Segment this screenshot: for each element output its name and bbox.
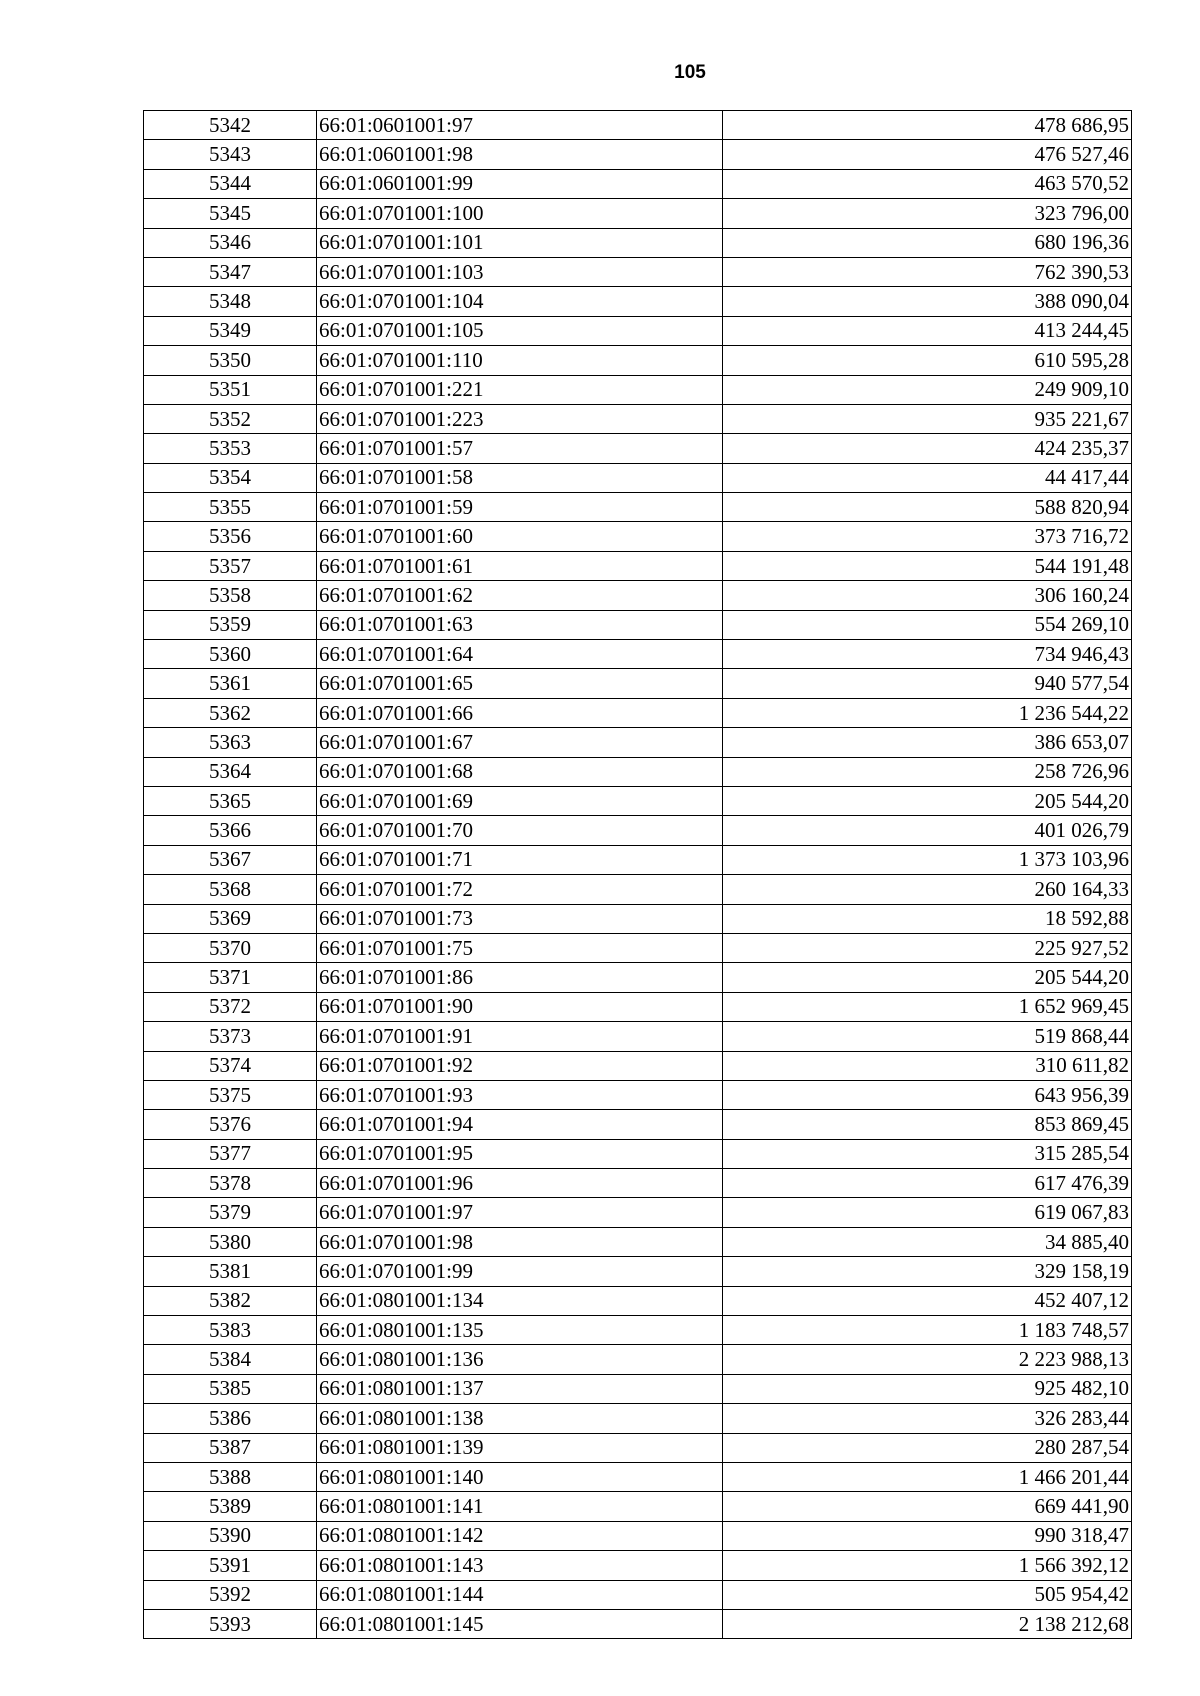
value-cell: 388 090,04 — [723, 287, 1132, 316]
value-cell: 452 407,12 — [723, 1286, 1132, 1315]
value-cell: 935 221,67 — [723, 404, 1132, 433]
value-cell: 44 417,44 — [723, 463, 1132, 492]
cadastral-number-cell: 66:01:0701001:68 — [317, 757, 723, 786]
row-number-cell: 5390 — [144, 1521, 317, 1550]
registry-table — [143, 110, 1132, 1639]
table-row — [144, 933, 1132, 962]
cadastral-number-cell: 66:01:0701001:60 — [317, 522, 723, 551]
table-row — [144, 1022, 1132, 1051]
table-row — [144, 522, 1132, 551]
table-row — [144, 169, 1132, 198]
table-row — [144, 111, 1132, 140]
value-cell: 1 236 544,22 — [723, 698, 1132, 727]
table-row — [144, 404, 1132, 433]
table-row — [144, 434, 1132, 463]
table-row — [144, 1257, 1132, 1286]
table-row — [144, 786, 1132, 815]
cadastral-number-cell: 66:01:0701001:72 — [317, 875, 723, 904]
row-number-cell: 5392 — [144, 1580, 317, 1609]
row-number-cell: 5361 — [144, 669, 317, 698]
cadastral-number-cell: 66:01:0701001:223 — [317, 404, 723, 433]
value-cell: 260 164,33 — [723, 875, 1132, 904]
value-cell: 554 269,10 — [723, 610, 1132, 639]
cadastral-number-cell: 66:01:0701001:59 — [317, 493, 723, 522]
table-row — [144, 140, 1132, 169]
value-cell: 18 592,88 — [723, 904, 1132, 933]
row-number-cell: 5349 — [144, 316, 317, 345]
cadastral-number-cell: 66:01:0701001:69 — [317, 786, 723, 815]
cadastral-number-cell: 66:01:0701001:90 — [317, 992, 723, 1021]
row-number-cell: 5379 — [144, 1198, 317, 1227]
value-cell: 326 283,44 — [723, 1404, 1132, 1433]
cadastral-number-cell: 66:01:0801001:141 — [317, 1492, 723, 1521]
value-cell: 323 796,00 — [723, 199, 1132, 228]
table-row — [144, 904, 1132, 933]
value-cell: 373 716,72 — [723, 522, 1132, 551]
cadastral-number-cell: 66:01:0701001:66 — [317, 698, 723, 727]
value-cell: 478 686,95 — [723, 111, 1132, 140]
table-row — [144, 963, 1132, 992]
value-cell: 734 946,43 — [723, 640, 1132, 669]
row-number-cell: 5373 — [144, 1022, 317, 1051]
value-cell: 669 441,90 — [723, 1492, 1132, 1521]
table-row — [144, 463, 1132, 492]
table-row — [144, 669, 1132, 698]
table-row — [144, 375, 1132, 404]
row-number-cell: 5359 — [144, 610, 317, 639]
row-number-cell: 5344 — [144, 169, 317, 198]
value-cell: 519 868,44 — [723, 1022, 1132, 1051]
row-number-cell: 5360 — [144, 640, 317, 669]
table-row — [144, 1521, 1132, 1550]
table-row — [144, 1198, 1132, 1227]
cadastral-number-cell: 66:01:0701001:75 — [317, 933, 723, 962]
row-number-cell: 5364 — [144, 757, 317, 786]
row-number-cell: 5366 — [144, 816, 317, 845]
cadastral-number-cell: 66:01:0601001:98 — [317, 140, 723, 169]
value-cell: 306 160,24 — [723, 581, 1132, 610]
row-number-cell: 5393 — [144, 1609, 317, 1638]
row-number-cell: 5391 — [144, 1551, 317, 1580]
row-number-cell: 5365 — [144, 786, 317, 815]
table-row — [144, 228, 1132, 257]
value-cell: 205 544,20 — [723, 963, 1132, 992]
value-cell: 249 909,10 — [723, 375, 1132, 404]
cadastral-number-cell: 66:01:0701001:63 — [317, 610, 723, 639]
row-number-cell: 5367 — [144, 845, 317, 874]
row-number-cell: 5376 — [144, 1110, 317, 1139]
row-number-cell: 5363 — [144, 728, 317, 757]
cadastral-number-cell: 66:01:0801001:145 — [317, 1609, 723, 1638]
value-cell: 853 869,45 — [723, 1110, 1132, 1139]
cadastral-number-cell: 66:01:0801001:136 — [317, 1345, 723, 1374]
cadastral-number-cell: 66:01:0701001:103 — [317, 257, 723, 286]
value-cell: 205 544,20 — [723, 786, 1132, 815]
value-cell: 329 158,19 — [723, 1257, 1132, 1286]
table-row — [144, 257, 1132, 286]
page-number: 105 — [674, 62, 706, 83]
cadastral-number-cell: 66:01:0701001:96 — [317, 1169, 723, 1198]
table-row — [144, 316, 1132, 345]
table-row — [144, 1169, 1132, 1198]
table-row — [144, 1580, 1132, 1609]
value-cell: 34 885,40 — [723, 1227, 1132, 1256]
cadastral-number-cell: 66:01:0701001:105 — [317, 316, 723, 345]
value-cell: 544 191,48 — [723, 551, 1132, 580]
value-cell: 505 954,42 — [723, 1580, 1132, 1609]
cadastral-number-cell: 66:01:0701001:100 — [317, 199, 723, 228]
table-row — [144, 1345, 1132, 1374]
table-row — [144, 875, 1132, 904]
row-number-cell: 5384 — [144, 1345, 317, 1374]
cadastral-number-cell: 66:01:0701001:67 — [317, 728, 723, 757]
row-number-cell: 5351 — [144, 375, 317, 404]
row-number-cell: 5369 — [144, 904, 317, 933]
cadastral-number-cell: 66:01:0701001:97 — [317, 1198, 723, 1227]
row-number-cell: 5357 — [144, 551, 317, 580]
cadastral-number-cell: 66:01:0701001:92 — [317, 1051, 723, 1080]
value-cell: 401 026,79 — [723, 816, 1132, 845]
cadastral-number-cell: 66:01:0701001:62 — [317, 581, 723, 610]
row-number-cell: 5377 — [144, 1139, 317, 1168]
cadastral-number-cell: 66:01:0701001:65 — [317, 669, 723, 698]
value-cell: 588 820,94 — [723, 493, 1132, 522]
row-number-cell: 5343 — [144, 140, 317, 169]
value-cell: 225 927,52 — [723, 933, 1132, 962]
table-row — [144, 199, 1132, 228]
row-number-cell: 5378 — [144, 1169, 317, 1198]
row-number-cell: 5371 — [144, 963, 317, 992]
cadastral-number-cell: 66:01:0801001:139 — [317, 1433, 723, 1462]
cadastral-number-cell: 66:01:0801001:135 — [317, 1316, 723, 1345]
value-cell: 1 373 103,96 — [723, 845, 1132, 874]
value-cell: 280 287,54 — [723, 1433, 1132, 1462]
cadastral-number-cell: 66:01:0701001:104 — [317, 287, 723, 316]
value-cell: 643 956,39 — [723, 1080, 1132, 1109]
value-cell: 413 244,45 — [723, 316, 1132, 345]
table-row — [144, 1110, 1132, 1139]
value-cell: 386 653,07 — [723, 728, 1132, 757]
row-number-cell: 5380 — [144, 1227, 317, 1256]
cadastral-number-cell: 66:01:0701001:64 — [317, 640, 723, 669]
row-number-cell: 5354 — [144, 463, 317, 492]
row-number-cell: 5355 — [144, 493, 317, 522]
row-number-cell: 5388 — [144, 1462, 317, 1491]
table-row — [144, 610, 1132, 639]
row-number-cell: 5374 — [144, 1051, 317, 1080]
cadastral-number-cell: 66:01:0801001:140 — [317, 1462, 723, 1491]
table-row — [144, 845, 1132, 874]
table-row — [144, 640, 1132, 669]
cadastral-number-cell: 66:01:0801001:137 — [317, 1374, 723, 1403]
cadastral-number-cell: 66:01:0701001:61 — [317, 551, 723, 580]
value-cell: 940 577,54 — [723, 669, 1132, 698]
row-number-cell: 5347 — [144, 257, 317, 286]
row-number-cell: 5383 — [144, 1316, 317, 1345]
cadastral-number-cell: 66:01:0601001:99 — [317, 169, 723, 198]
table-row — [144, 1404, 1132, 1433]
row-number-cell: 5387 — [144, 1433, 317, 1462]
table-row — [144, 1227, 1132, 1256]
row-number-cell: 5368 — [144, 875, 317, 904]
row-number-cell: 5348 — [144, 287, 317, 316]
table-row — [144, 287, 1132, 316]
row-number-cell: 5342 — [144, 111, 317, 140]
cadastral-number-cell: 66:01:0701001:93 — [317, 1080, 723, 1109]
row-number-cell: 5352 — [144, 404, 317, 433]
row-number-cell: 5356 — [144, 522, 317, 551]
value-cell: 1 183 748,57 — [723, 1316, 1132, 1345]
cadastral-number-cell: 66:01:0701001:99 — [317, 1257, 723, 1286]
row-number-cell: 5385 — [144, 1374, 317, 1403]
value-cell: 610 595,28 — [723, 346, 1132, 375]
table-row — [144, 346, 1132, 375]
table-row — [144, 581, 1132, 610]
cadastral-number-cell: 66:01:0701001:98 — [317, 1227, 723, 1256]
cadastral-number-cell: 66:01:0801001:134 — [317, 1286, 723, 1315]
table-row — [144, 1051, 1132, 1080]
cadastral-number-cell: 66:01:0701001:57 — [317, 434, 723, 463]
row-number-cell: 5375 — [144, 1080, 317, 1109]
cadastral-number-cell: 66:01:0801001:142 — [317, 1521, 723, 1550]
cadastral-number-cell: 66:01:0701001:71 — [317, 845, 723, 874]
row-number-cell: 5350 — [144, 346, 317, 375]
row-number-cell: 5362 — [144, 698, 317, 727]
value-cell: 463 570,52 — [723, 169, 1132, 198]
table-row — [144, 1080, 1132, 1109]
value-cell: 310 611,82 — [723, 1051, 1132, 1080]
table-row — [144, 816, 1132, 845]
table-row — [144, 1286, 1132, 1315]
value-cell: 2 138 212,68 — [723, 1609, 1132, 1638]
value-cell: 990 318,47 — [723, 1521, 1132, 1550]
cadastral-number-cell: 66:01:0701001:58 — [317, 463, 723, 492]
cadastral-number-cell: 66:01:0701001:91 — [317, 1022, 723, 1051]
table-row — [144, 992, 1132, 1021]
row-number-cell: 5358 — [144, 581, 317, 610]
value-cell: 258 726,96 — [723, 757, 1132, 786]
cadastral-number-cell: 66:01:0601001:97 — [317, 111, 723, 140]
cadastral-number-cell: 66:01:0701001:95 — [317, 1139, 723, 1168]
cadastral-number-cell: 66:01:0701001:101 — [317, 228, 723, 257]
value-cell: 476 527,46 — [723, 140, 1132, 169]
table-row — [144, 1609, 1132, 1638]
row-number-cell: 5370 — [144, 933, 317, 962]
table-row — [144, 1492, 1132, 1521]
table-row — [144, 1139, 1132, 1168]
row-number-cell: 5381 — [144, 1257, 317, 1286]
table-row — [144, 1551, 1132, 1580]
value-cell: 617 476,39 — [723, 1169, 1132, 1198]
table-row — [144, 1433, 1132, 1462]
row-number-cell: 5372 — [144, 992, 317, 1021]
table-row — [144, 551, 1132, 580]
cadastral-number-cell: 66:01:0701001:70 — [317, 816, 723, 845]
table-row — [144, 1374, 1132, 1403]
cadastral-number-cell: 66:01:0701001:110 — [317, 346, 723, 375]
row-number-cell: 5389 — [144, 1492, 317, 1521]
cadastral-number-cell: 66:01:0801001:144 — [317, 1580, 723, 1609]
cadastral-number-cell: 66:01:0701001:73 — [317, 904, 723, 933]
row-number-cell: 5386 — [144, 1404, 317, 1433]
cadastral-number-cell: 66:01:0801001:138 — [317, 1404, 723, 1433]
table-row — [144, 728, 1132, 757]
cadastral-number-cell: 66:01:0701001:94 — [317, 1110, 723, 1139]
cadastral-number-cell: 66:01:0701001:221 — [317, 375, 723, 404]
value-cell: 925 482,10 — [723, 1374, 1132, 1403]
value-cell: 762 390,53 — [723, 257, 1132, 286]
value-cell: 1 466 201,44 — [723, 1462, 1132, 1491]
value-cell: 1 566 392,12 — [723, 1551, 1132, 1580]
value-cell: 424 235,37 — [723, 434, 1132, 463]
table-row — [144, 493, 1132, 522]
table-row — [144, 1462, 1132, 1491]
cadastral-number-cell: 66:01:0701001:86 — [317, 963, 723, 992]
value-cell: 2 223 988,13 — [723, 1345, 1132, 1374]
table-row — [144, 757, 1132, 786]
value-cell: 1 652 969,45 — [723, 992, 1132, 1021]
value-cell: 315 285,54 — [723, 1139, 1132, 1168]
row-number-cell: 5345 — [144, 199, 317, 228]
row-number-cell: 5346 — [144, 228, 317, 257]
cadastral-number-cell: 66:01:0801001:143 — [317, 1551, 723, 1580]
row-number-cell: 5382 — [144, 1286, 317, 1315]
table-row — [144, 698, 1132, 727]
row-number-cell: 5353 — [144, 434, 317, 463]
value-cell: 680 196,36 — [723, 228, 1132, 257]
table-row — [144, 1316, 1132, 1345]
value-cell: 619 067,83 — [723, 1198, 1132, 1227]
registry-table-body — [144, 111, 1132, 1639]
